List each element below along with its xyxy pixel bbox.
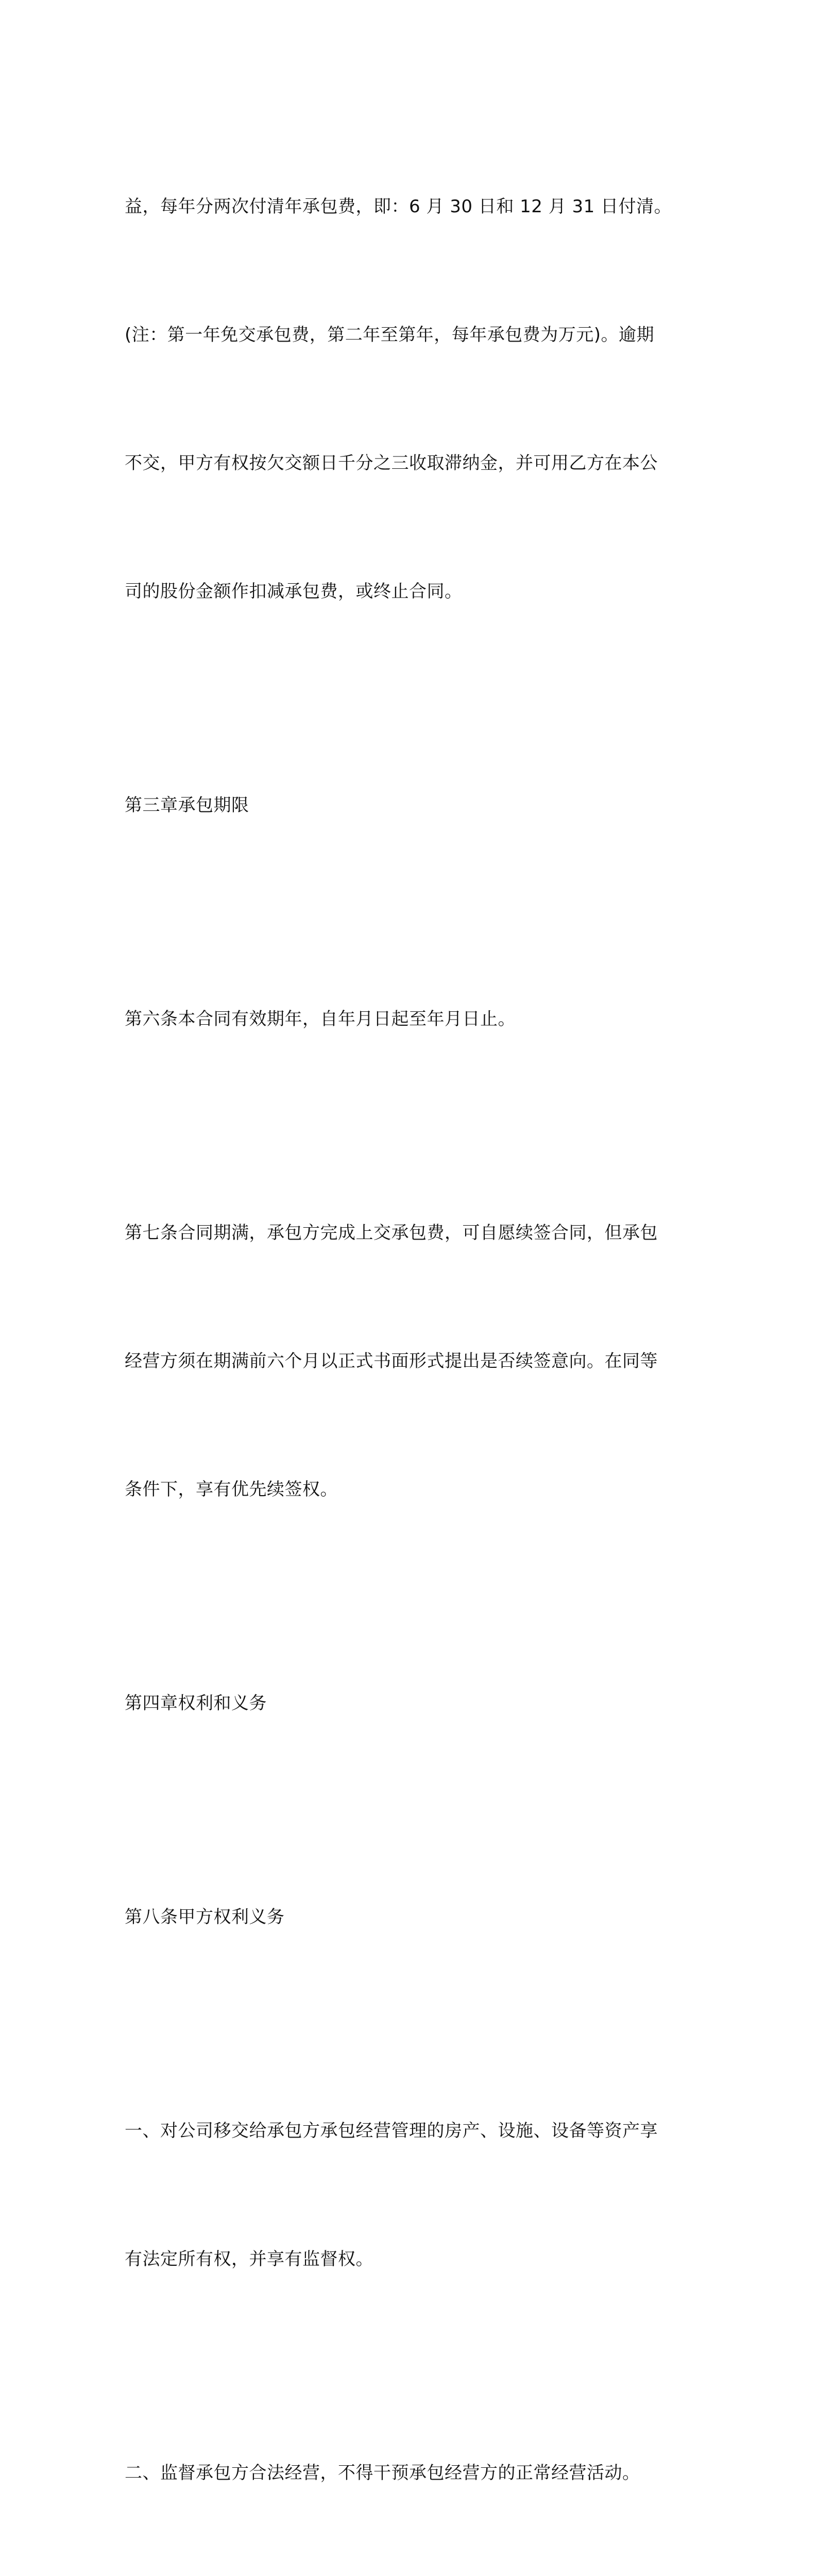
text-line: 第六条本合同有效期年，自年月日起至年月日止。 xyxy=(125,1009,516,1029)
chapter-title: 第三章承包期限 xyxy=(125,795,249,816)
chapter-heading-4 xyxy=(125,1597,697,1810)
article-8-item-2 xyxy=(125,2366,697,2576)
chapter-title: 第四章权利和义务 xyxy=(125,1693,267,1714)
article-8-heading xyxy=(125,1810,697,2024)
text-line: 一、对公司移交给承包方承包经营管理的房产、设施、设备等资产享 xyxy=(125,2121,658,2141)
article-8-item-1 xyxy=(125,2024,697,2366)
article-7 xyxy=(125,1126,697,1597)
text-line: 不交，甲方有权按欠交额日千分之三收取滞纳金，并可用乙方在本公 xyxy=(125,453,658,473)
text-line: 第七条合同期满，承包方完成上交承包费，可自愿续签合同，但承包 xyxy=(125,1223,658,1243)
text-line: (注：第一年免交承包费，第二年至第年，每年承包费为万元)。逾期 xyxy=(125,325,655,345)
chapter-heading-3 xyxy=(125,699,697,912)
text-line: 益，每年分两次付清年承包费，即：6 月 30 日和 12 月 31 日付清。 xyxy=(125,196,672,217)
text-line: 有法定所有权，并享有监督权。 xyxy=(125,2249,373,2269)
text-line: 经营方须在期满前六个月以正式书面形式提出是否续签意向。在同等 xyxy=(125,1351,658,1371)
article-6 xyxy=(125,912,697,1126)
text-line: 二、监督承包方合法经营，不得干预承包经营方的正常经营活动。 xyxy=(125,2463,640,2483)
document-body xyxy=(125,100,697,2576)
text-line: 司的股份金额作扣减承包费，或终止合同。 xyxy=(125,581,463,602)
paragraph-fee-payment xyxy=(125,100,697,699)
article-title: 第八条甲方权利义务 xyxy=(125,1907,285,1927)
text-line: 条件下，享有优先续签权。 xyxy=(125,1479,338,1500)
